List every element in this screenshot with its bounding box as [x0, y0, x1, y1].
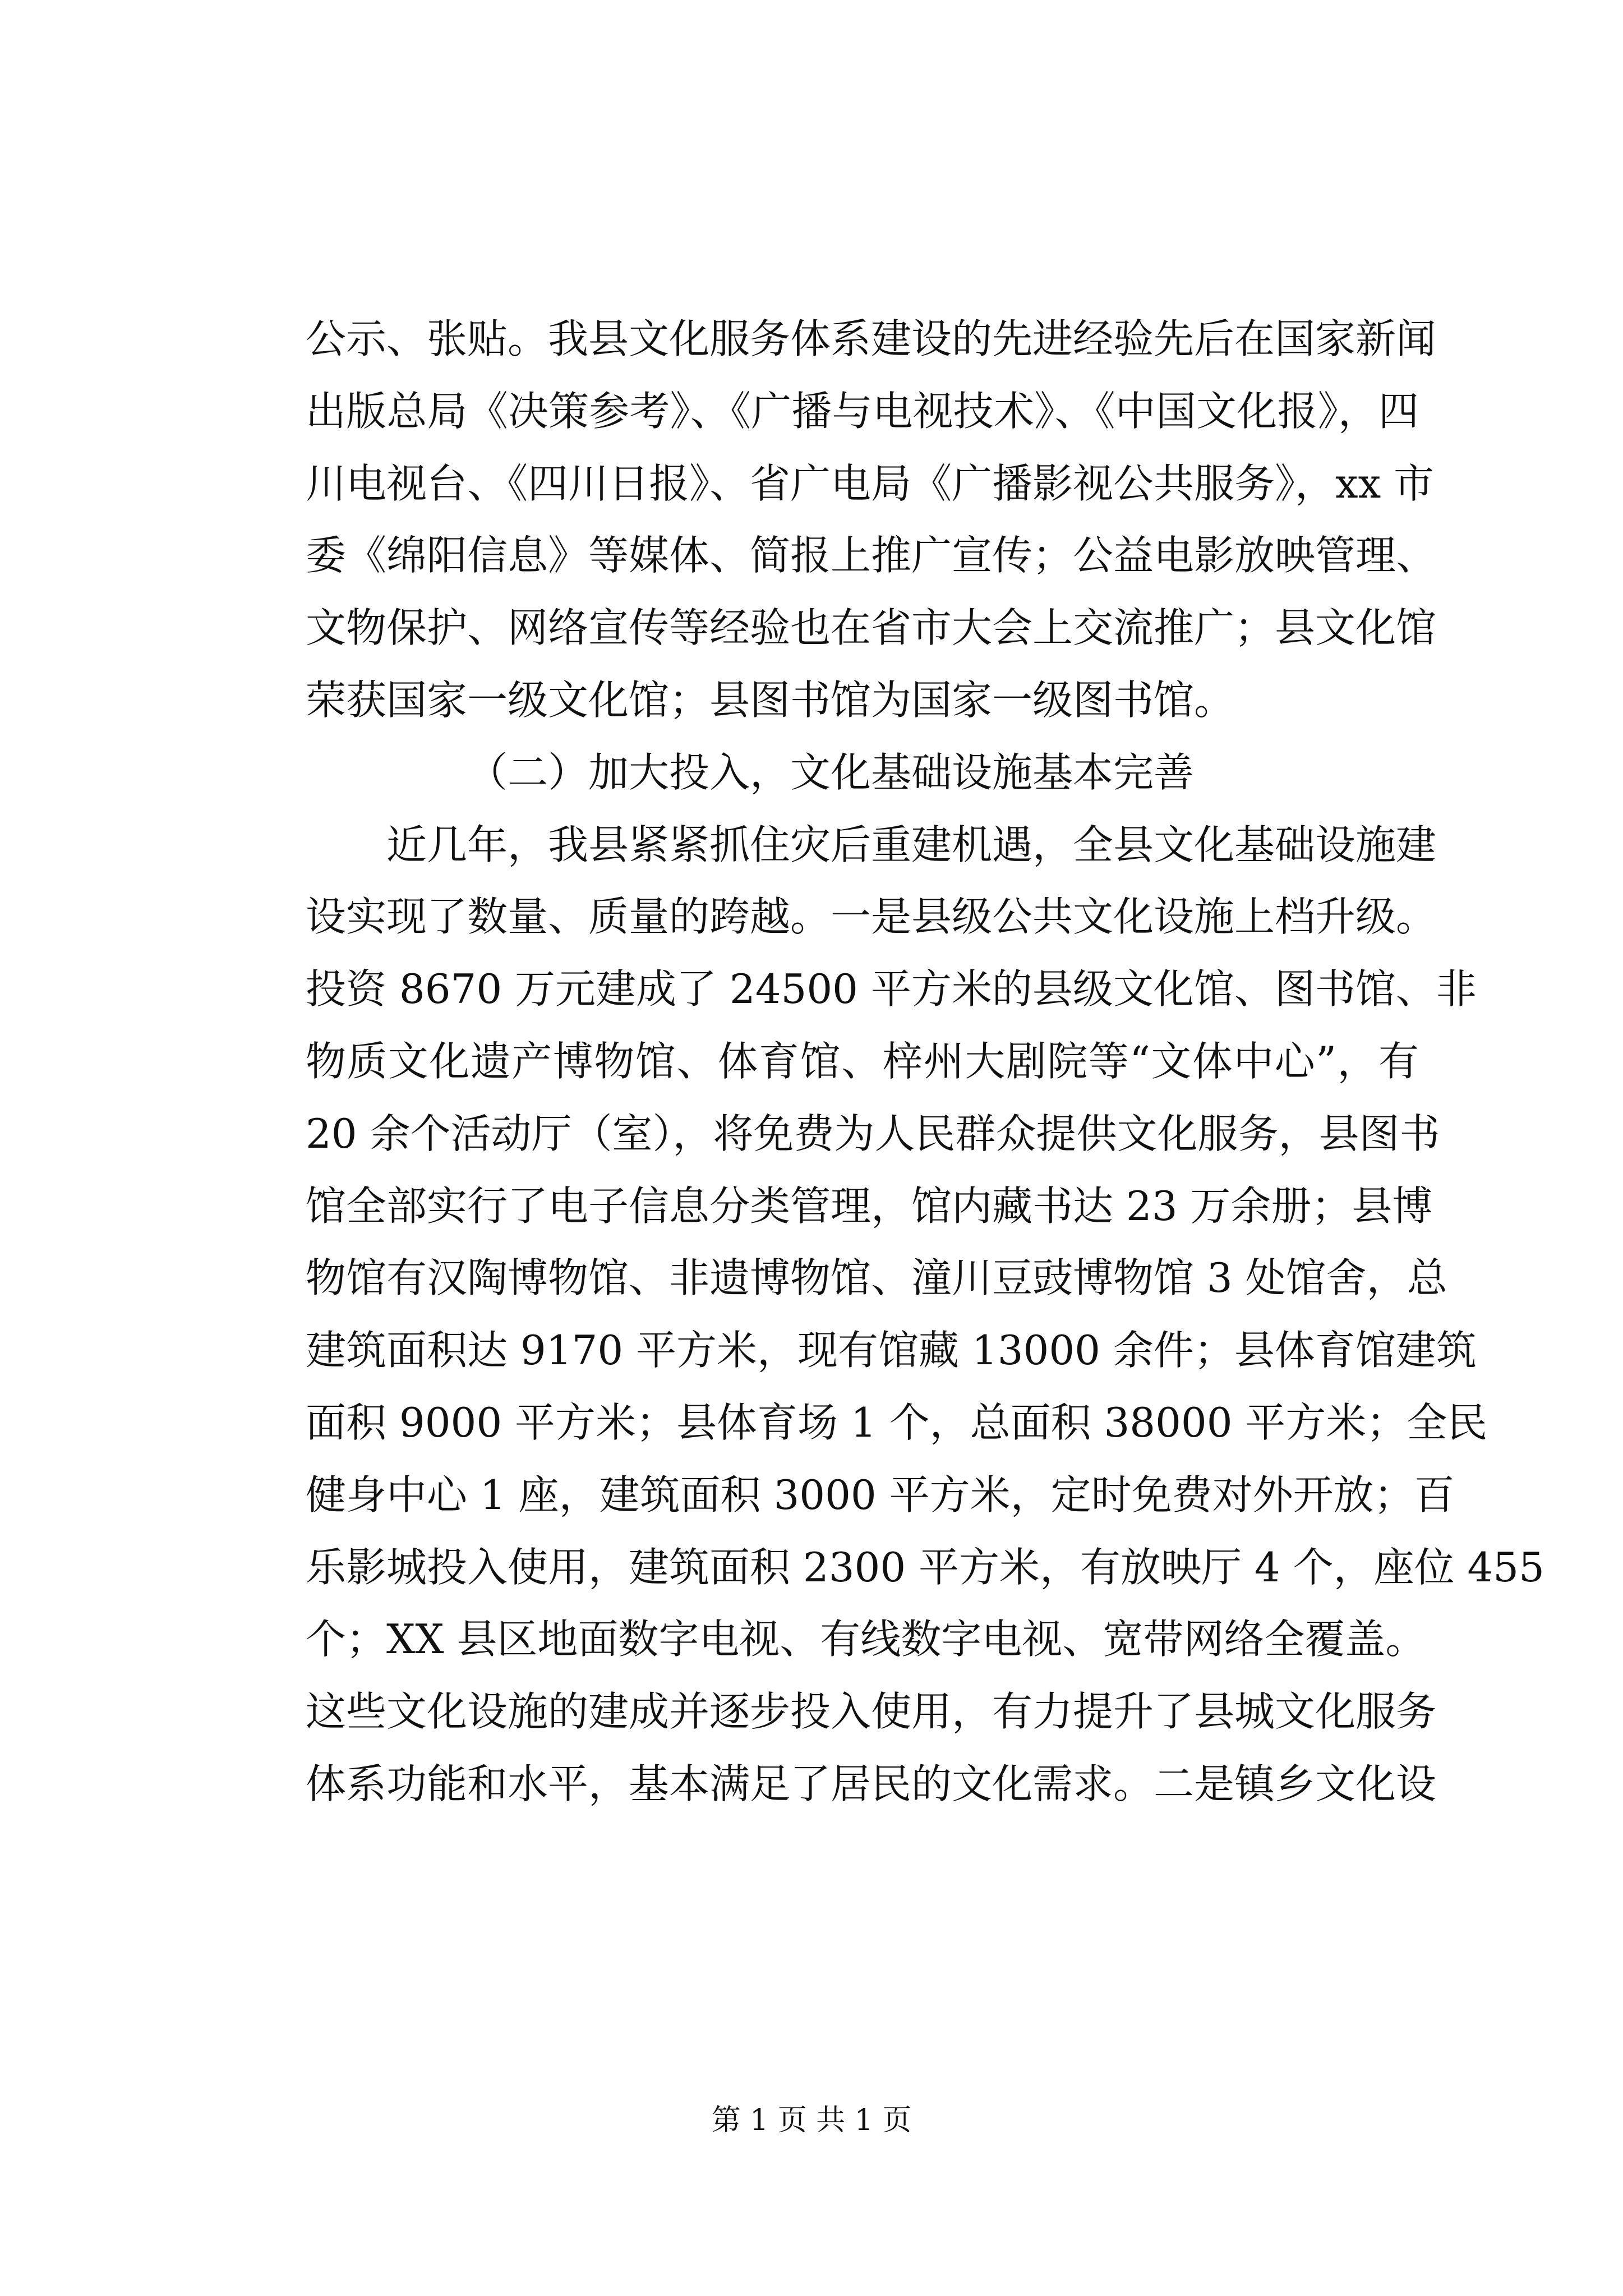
text-line: 近几年，我县紧紧抓住灾后重建机遇，全县文化基础设施建 — [386, 821, 1437, 868]
text-line: 建筑面积达 9170 平方米，现有馆藏 13000 余件；县体育馆建筑 — [306, 1327, 1477, 1374]
text-line: 文物保护、网络宣传等经验也在省市大会上交流推广；县文化馆 — [306, 604, 1437, 652]
text-line: 这些文化设施的建成并逐步投入使用，有力提升了县城文化服务 — [306, 1688, 1437, 1736]
body-text — [306, 303, 1544, 1820]
text-line: 面积 9000 平方米；县体育场 1 个，总面积 38000 平方米；全民 — [306, 1398, 1488, 1446]
text-line: 出版总局《决策参考》、《广播与电视技术》、《中国文化报》，四 — [306, 387, 1419, 435]
text-line: 体系功能和水平，基本满足了居民的文化需求。二是镇乡文化设 — [306, 1760, 1437, 1807]
text-line: 馆全部实行了电子信息分类管理，馆内藏书达 23 万余册；县博 — [306, 1182, 1433, 1230]
text-line: 20 余个活动厅（室），将免费为人民群众提供文化服务，县图书 — [306, 1110, 1440, 1157]
text-line: 公示、张贴。我县文化服务体系建设的先进经验先后在国家新闻 — [306, 315, 1437, 362]
text-line: 乐影城投入使用，建筑面积 2300 平方米，有放映厅 4 个，座位 455 — [306, 1543, 1544, 1591]
text-line: 委《绵阳信息》等媒体、简报上推广宣传；公益电影放映管理、 — [306, 532, 1437, 579]
text-line: 投资 8670 万元建成了 24500 平方米的县级文化馆、图书馆、非 — [306, 965, 1477, 1013]
text-line: 川电视台、《四川日报》、省广电局《广播影视公共服务》，xx 市 — [306, 459, 1435, 507]
page-footer: 第 1 页 共 1 页 — [711, 2104, 912, 2137]
text-line: 物馆有汉陶博物馆、非遗博物馆、潼川豆豉博物馆 3 处馆舍，总 — [306, 1254, 1447, 1302]
text-line: 个；XX 县区地面数字电视、有线数字电视、宽带网络全覆盖。 — [306, 1616, 1426, 1663]
text-line: 荣获国家一级文化馆；县图书馆为国家一级图书馆。 — [306, 676, 1235, 724]
text-line: 物质文化遗产博物馆、体育馆、梓州大剧院等“文体中心”，有 — [306, 1037, 1419, 1085]
text-line: 设实现了数量、质量的跨越。一是县级公共文化设施上档升级。 — [306, 893, 1437, 941]
text-line: 健身中心 1 座，建筑面积 3000 平方米，定时免费对外开放；百 — [306, 1471, 1455, 1519]
section-heading: （二）加大投入，文化基础设施基本完善 — [467, 748, 1195, 796]
